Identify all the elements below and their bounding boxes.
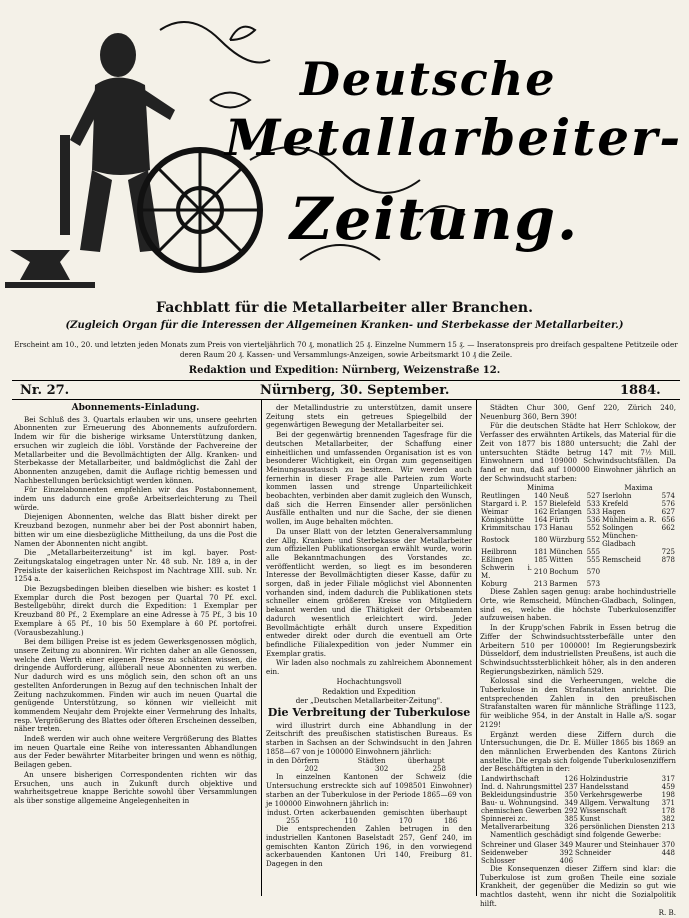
table-cell: 555 [586,556,601,565]
table-cell: 185 [534,556,548,565]
col1-paragraph: Bei dem billigen Preise ist es jedem Gewerksgenossen möglich, unsere Zeitung zu abonniren. Wir richten daher an alle Genossen, welche den Werth einer eigenen Presse zu schätzen wissen, die dringende Aufforderung, allüberall neue Abonnenten zu werben. Nur dadurch wird es uns möglich sein, den schon oft an uns gestellten Anforderungen in Bezug auf den technischen Inhalt der Zeitung nachzukommen. Finden wir auch im neuen Quartal die genügende Unterstützung, so können wir vielleicht mit kommendem Neujahr dem Projekte einer Vermehrung des Inhalts, resp. Vergrößerung des Blattes oder öfteren Erscheinen desselben, näher treten. [14,637,257,734]
table-cell: 292 [564,807,578,816]
table-cell: Holzindustrie [579,775,628,784]
table-cell: chemischen Gewerben [481,807,562,816]
table-cell: 198 [661,791,675,800]
table-cell: Metallverarbeitung [481,823,550,832]
table-cell: Hagen [602,508,626,517]
table-cell: 573 [586,580,601,589]
table-cell: 164 [534,516,548,525]
table-row [480,841,676,849]
rule-top [12,380,680,381]
table-row [480,849,676,857]
table-cell: 181 [534,548,548,557]
table-cell: Spinnerei zc. [481,815,528,824]
table-cell [601,564,661,580]
table-cell: 574 [661,492,675,501]
col1-paragraph: Bei Schluß des 3. Quartals erlauben wir uns, unsere geehrten Abonnenten zur Erneuerung des Abonnements aufzufordern. Indem wir für die bisherige wirksame Unterstützung danken, ersuchen wir zugleich die löbl. Vorstände der Fachvereine der Metallarbeiter und die Bevollmächtigten der Allg. Kranken- und Sterbekasse der Metallarbeiter, und baldmöglichst die Zahl der Abonnenten anzugeben, damit die Auflage richtig bemessen und Nachbestellungen berücksichtigt werden können. [14,414,257,485]
table-cell: Kunst [579,815,601,824]
closing-3: der „Deutschen Metallarbeiter-Zeitung". [295,696,443,706]
table-cell: 552 [586,524,601,533]
table-cell: Schreiner und Glaser [481,840,557,849]
table-cell: 533 [586,508,601,517]
table-cell: Reutlingen [481,492,520,501]
title-line-3: Zeitung. [290,185,580,253]
table-trades-2 [480,841,676,865]
table-cell: Remscheid [602,556,641,565]
title-line-2: Metallarbeiter- [225,108,683,167]
table-cell: Schwerin i. M. [481,564,533,581]
blacksmith-figure-icon [60,33,175,252]
col2-paragraph: wird illustrirt durch eine Abhandlung in der Zeitschrift des preußischen statistischen Bureaus. Es starben in Sachsen an der Schwindsucht in den Jahren 1858—67 von je 100000 Einwohnern jährlich: [266,720,472,756]
table-cell: Stargard i. P. [481,500,528,509]
column-3 [480,403,676,918]
masthead [0,0,689,300]
table-cell: 725 [661,548,675,557]
table-cell: Würzburg [549,536,585,545]
col3-paragraph: In der Krupp'schen Fabrik in Essen betrug die Ziffer der Schwindsuchtssterbefälle unter den Arbeitern 510 per 100000! Im Regierungsbezirk Düsseldorf, dem industriellsten Preußens, ist auch die Schwindsuchtssterblichkeit höher, als in den anderen Regierungsbezirken, nämlich 529. [480,623,676,676]
table-cell: Wissenschaft [579,807,627,816]
table-cell: 459 [661,783,675,792]
table-row [480,815,676,823]
table-cell: 627 [661,508,675,517]
col1-paragraph: An unsere bisherigen Correspondenten richten wir das Ersuchen, uns auch in Zukunft durch objektive und wahrheitsgetreue knappe Berichte sowohl über Versammlungen als über sonstige allgemeine Angelegenheiten in [14,769,257,805]
table-cell: 448 [661,848,675,857]
rule-bottom [12,399,680,400]
col2-paragraph: der Metallindustrie zu unterstützen, damit unsere Zeitung stets ein getreues Spiegelbild der gegenwärtigen Bewegung der Metallarbeiter sei. [266,403,472,430]
table-cell: Landwirthschaft [481,775,540,784]
col1-paragraph: Für Einzelabonnenten empfehlen wir das Postabonnement, indem uns dadurch eine große Arbeitserleichterung zu Theil würde. [14,485,257,512]
col2-paragraph: Wir laden also nochmals zu zahlreichem Abonnement ein. [266,658,472,677]
subtitle-organ: (Zugleich Organ für die Interessen der Allgemeinen Kranken- und Sterbekasse der Metallarbeiter.) [65,320,624,331]
table-row [480,500,676,508]
issue-number: Nr. 27. [20,383,70,398]
col3-paragraph: Für die deutschen Städte hat Herr Schlokow, der Verfasser des erwähnten Artikels, das Material für die Zeit von 1877 bis 1880 untersucht; die Zahl der untersuchten Städte betrug 147 mit 7½ Mill. Einwohnern und 109000 Schwindsuchtsfällen. Da fand er nun, daß auf 100000 Einwohner jährlich an der Schwindsucht starben: [480,421,676,483]
table-cell: Ind. d. Nahrungsmittel [481,783,563,792]
table-cell: 350 [564,791,578,800]
table-cell: Hanau [549,524,573,533]
table-cell [601,548,661,556]
table-cell: 385 [564,815,578,824]
column-divider-2 [476,400,477,896]
table-cell: Schlosser [481,856,516,865]
col2-paragraph: Da unser Blatt von der letzten Generalversammlung der Allg. Kranken- und Sterbekasse der Metallarbeiter zum offiziellen Publikationsorgan erwählt wurde, worin alle Bekanntmachungen des Vorstandes zc. veröffentlicht werden, so liegt es im besonderen Interesse der Bevollmächtigten dieser Kasse, dafür zu sorgen, daß in jeder Filiale möglichst viel Abonnenten vorhanden sind, indem dadurch die Publikationen stets schneller einem größeren Kreise von Mitgliedern bekannt werden und die Thätigkeit der Ortsbeamten dadurch wesentlich erleichtert wird. Jeder Bevollmächtigte erhält durch unsere Expedition entweder direkt oder durch die eventuell am Orte befindliche Filialexpedition von jeder Nummer ein Exemplar gratis. [266,526,472,658]
table-cell: Fürth [549,516,570,525]
table-cell: 210 [534,568,548,577]
table-cell: Allgem. Verwaltung [579,799,650,808]
col2-paragraph: In einzelnen Kantonen der Schweiz (die Untersuchung erstreckte sich auf 1098501 Einwohner) starben an der Tuberkulose in der Periode 1865—69 von je 100000 Einwohnern jährlich in: [266,772,472,808]
col3-paragraph: Die Konsequenzen dieser Ziffern sind klar: die Tuberkulose ist zum großen Theile eine soziale Krankheit, der gegenüber die Medizin so gut wie machtlos dasteht, wenn ihr nicht die Sozialpolitik hilft. [480,863,676,908]
table-cell: Bau- u. Wohnungsind. [481,799,559,808]
table-cell: Solingen [602,524,634,533]
table-cell: Bekleidungsindustrie [481,791,557,800]
table-row [480,548,676,556]
table-cell: 349 [559,840,574,849]
table-cell: 576 [661,500,675,509]
table-cell: 570 [586,568,601,577]
table-cell: Seidenweber [481,848,528,857]
col3-paragraph: Kolossal sind die Verheerungen, welche die Tuberkulose in den Strafanstalten anrichtet. Die entsprechenden Zahlen in den preußischen Strafanstalten waren für männliche Sträflinge 1123, für weibliche 954, in der Anstalt in Halle a/S. sogar 2129! [480,676,676,729]
table-row [480,775,676,783]
table-cell: Heilbronn [481,548,517,557]
publication-info: Erscheint am 10., 20. und letzten jeden Monats zum Preis von vierteljährlich 70 ₰, monatlich 25 ₰. Einzelne Nummern 15 ₰. — Inseratonspreis pro dreifach gespaltene Petitzeile oder deren Raum 20 ₰. Kassen- und Versammlungs-Anzeigen, sowie Arbeitsmarkt 10 ₰ die Zeile. [14,340,678,359]
closing-2: Redaktion und Expedition [322,686,416,696]
table-cell: 162 [534,508,548,517]
table-row [480,532,676,548]
table-cell: 213 [534,580,548,589]
table-cell: 317 [661,775,675,784]
table-cell: Iserlohn [602,492,632,501]
redaktion-address: Redaktion und Expedition: Nürnberg, Weizenstraße 12. [188,365,501,376]
col1-paragraph: Die „Metallarbeiterzeitung" ist im kgl. bayer. Post-Zeitungskatalog eingetragen unter Nr. 48 sub. Nr. 189 a, in der Preisliste der kaiserlichen Reichspost im Nachtrage XIII. sub. Nr. 1254 a. [14,548,257,584]
table-cell: Verkehrsgewerbe [579,791,643,800]
signature: R. B. [658,908,676,918]
table-row [480,564,676,580]
table-cell: persönlichen Diensten [579,823,660,832]
col3-paragraph: Diese Zahlen sagen genug: arabe hochindustrielle Orte, wie Remscheid, München-Gladbach, Solingen, sind es, welche die höchste Tuberkulosenziffer aufzuweisen haben. [480,587,676,623]
table-cell: 213 [661,823,675,832]
column-divider-1 [261,400,262,896]
col3-paragraph: Namentlich geschädigt sind folgende Gewerbe: [490,830,662,840]
table-cell: 656 [661,516,675,525]
table-cell: Königshütte [481,516,524,525]
abonnements-heading: Abonnements-Einladung. [71,403,200,413]
table-cell: 406 [559,856,574,865]
table-cell: Bielefeld [549,500,581,509]
table-cell: 878 [661,556,675,565]
table-cell: 533 [586,500,601,509]
table-row [480,783,676,791]
table-cell: Mühlheim a. R. [602,516,657,525]
table-cell: 237 [564,783,578,792]
table-cell: Erlangen [549,508,582,517]
table-cell: 371 [661,799,675,808]
anvil-icon [5,250,95,288]
table-cell: Eßlingen [481,556,513,565]
table-cell: 555 [586,548,601,557]
table-row [480,807,676,815]
table-cell: 662 [661,524,675,533]
table-cell: Handelsstand [579,783,629,792]
table-cell: 326 [564,823,578,832]
table-schweiz: indust. Orten ackerbauenden gemischten überhaupt 255 110 170 186 [267,809,468,826]
table-cell: Weimar [481,508,509,517]
issue-year: 1884. [620,383,661,398]
table-cell: Witten [549,556,573,565]
col1-paragraph: Die Bezugsbedingen bleiben dieselben wie bisher: es kostet 1 Exemplar durch die Post bezogen per Quartal 70 Pf. excl. Bestellgebühr, direkt durch die Expedition: 1 Exemplar per Kreuzband 80 Pf., 2 Exemplare an eine Adresse à 75 Pf., 3 bis 10 Exemplare à 65 Pf., 10 bis 50 Exemplare à 60 Pf. portofrei. (Vorausbezahlung.) [14,584,257,637]
closing: Hochachtungsvoll [336,676,402,686]
table-cell [661,532,676,548]
table-cell: 178 [661,807,675,816]
table-cell: Barmen [549,580,578,589]
col1-paragraph: Diejenigen Abonnenten, welche das Blatt bisher direkt per Kreuzband bezogen, nunmehr aber bei der Post abonnirt haben, bitten wir um eine diesbezügliche Mittheilung, da uns die Post die Namen der Abonnenten nicht angibt. [14,512,257,548]
title-line-1: Deutsche [300,52,557,106]
table-cell: 349 [564,799,578,808]
table-row [480,791,676,799]
table-row [480,524,676,532]
table-cell: 157 [534,500,548,509]
col1-paragraph: Indeß werden wir auch ohne weitere Vergrößerung des Blattes im neuen Quartale eine Reihe von interessanten Abhandlungen aus der Feder bewährter Mitarbeiter bringen und wenn es nöthig, Beilagen geben. [14,734,257,770]
table-row [480,516,676,524]
column-2 [266,404,472,896]
table-row [480,508,676,516]
table-cell: 126 [564,775,578,784]
table-cell: Neuß [549,492,569,501]
table-cell: 382 [661,815,675,824]
table-cell: München [549,548,583,557]
table-cell: Bochum [549,568,579,577]
table-row [480,799,676,807]
table-row [480,556,676,564]
table-sachsen: in den Dörfern Städten überhaupt 202 302 258 [267,757,446,774]
col2-paragraph: Bei der gegenwärtig brennenden Tagesfrage für die deutschen Metallarbeiter, der Schaffung einer einheitlichen und umfassenden Organisation ist es von besonderer Wichtigkeit, ein Organ zum gegenseitigen Meinungsaustausch zu besitzen. Wir werden auch fernerhin in dieser Frage alle Parteien zum Worte kommen lassen und strenge Unparteilichkeit beobachten, verbinden aber damit zugleich den Wunsch, daß sich die Herren Einsender aller persönlichen Ausfälle enthalten und nur die Sache, der sie dienen wollen, im Auge behalten möchten. [266,430,472,527]
table-cell: Maurer und Steinhauer [575,840,659,849]
table-cell: Rostock [481,536,510,545]
table-cell: Krefeld [602,500,629,509]
tuberkulose-heading: Die Verbreitung der Tuberkulose [267,705,471,719]
col3-paragraph: Städten Chur 300, Genf 220, Zürich 240, Neuenburg 360, Bern 390! [480,403,676,421]
table-cell: Koburg [481,580,508,589]
table-trades [480,775,676,831]
table-cell: 180 [534,536,548,545]
gear-wheel-icon [140,150,260,270]
table-cell: Schneider [575,848,612,857]
table-cell [661,564,676,580]
table-cell: 552 [586,536,601,545]
table-cell: 173 [534,524,548,533]
table-cities: Minima Maxima Reutlingen 140 Neuß 527 Iserlohn 574 Stargard i. P. 157 Bielefeld 533 Krefeld 576 Weimar 162 Erlangen 533 Hagen 627 Königshütte 164 Fürth 536 Mühlheim a. R. 656 Krimmitschau 173 Hanau 552 Solingen 662 Rostock 180 Würzburg 552 München-Gladbach Heilbronn 181 München 555 725 Eßlingen 185 Witten 555 Remscheid 878 Schwerin i. M. 210 Bochum 570 Koburg 213 Barmen 573 [481,484,675,589]
issue-date: Nürnberg, 30. September. [260,383,450,398]
table-cell: 536 [586,516,601,525]
col3-paragraph: Ergänzt werden diese Ziffern durch die Untersuchungen, die Dr. E. Müller 1865 bis 1869 an den männlichen Erwerbenden des Kantons Zürich anstellte. Die ergab sich folgende Tuberkulosenziffern der Beschäftigten in der: [480,729,676,774]
table-cell: 140 [534,492,548,501]
subtitle: Fachblatt für die Metallarbeiter aller Branchen. [156,300,533,316]
column-1 [14,404,257,896]
table-cell: 370 [661,840,675,849]
table-cell: 527 [586,492,601,501]
table-row [480,492,676,500]
col2-paragraph: Die entsprechenden Zahlen betrugen in den industriellen Kantonen Baselstadt 257, Genf 240, im gemischten Kanton Zürich 196, in den vorwiegend ackerbauenden Kantonen Uri 140, Freiburg 81. Dagegen in den [266,824,472,869]
table-cell: Krimmitschau [481,524,531,533]
table-cell: 392 [559,848,574,857]
table-cell: München-Gladbach [602,532,638,549]
